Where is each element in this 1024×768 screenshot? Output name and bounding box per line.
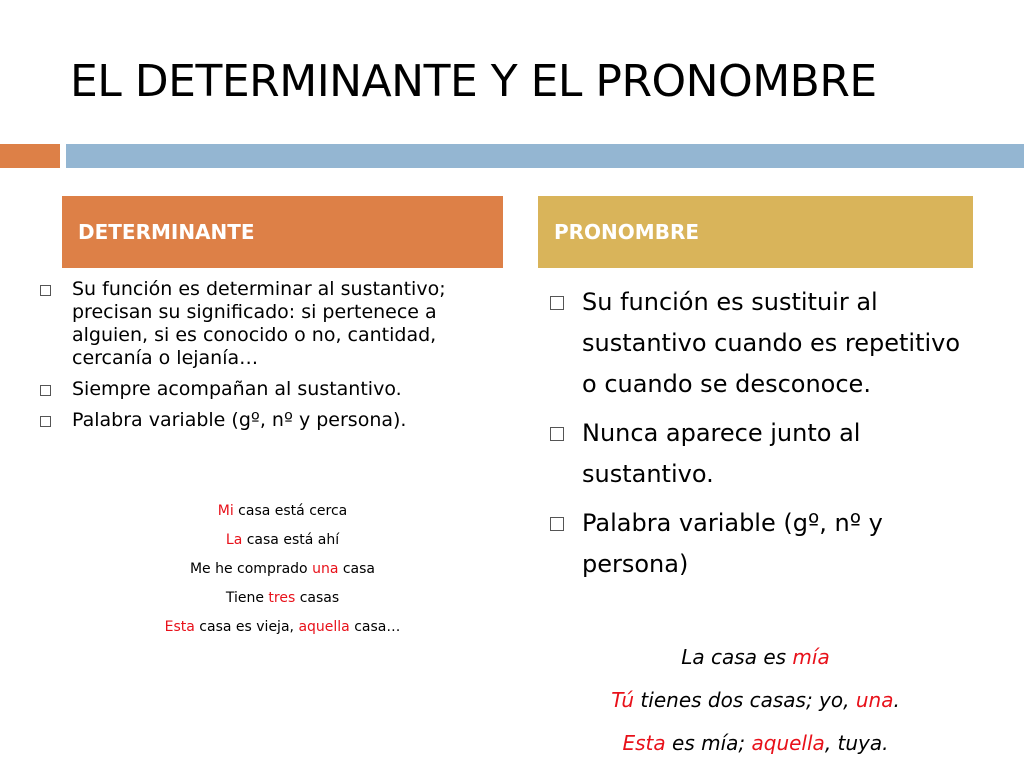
example-highlight: una <box>312 561 339 577</box>
example-sentence <box>62 555 503 584</box>
example-text: casa <box>338 561 376 577</box>
example-highlight: aquella <box>298 619 350 635</box>
pronombre-bullet-list <box>548 282 968 593</box>
bullet-text: Palabra variable (gº, nº y persona) <box>582 509 883 578</box>
determinante-header-label: DETERMINANTE <box>78 220 255 244</box>
example-highlight: Esta <box>164 619 195 635</box>
example-text: casa… <box>349 619 401 635</box>
determinante-bullet-list <box>38 278 513 440</box>
example-text: tienes dos casas; yo, <box>634 688 856 712</box>
bullet-item <box>38 278 513 370</box>
square-bullet-icon <box>550 517 564 531</box>
slide-title: EL DETERMINANTE Y EL PRONOMBRE <box>70 56 877 107</box>
example-text: , tuya. <box>824 731 889 755</box>
example-text: es mía; <box>665 731 752 755</box>
example-highlight: Tú <box>611 688 635 712</box>
example-text: Tiene <box>225 590 269 606</box>
square-bullet-icon <box>40 285 51 296</box>
example-sentence <box>538 636 973 679</box>
example-text: Me he comprado <box>189 561 313 577</box>
example-sentence <box>62 526 503 555</box>
bullet-item <box>38 378 513 401</box>
bullet-text: Su función es determinar al sustantivo; precisan su significado: si pertenece a alguien, si es conocido o no, cantidad, cercanía o lejanía… <box>72 278 446 369</box>
example-sentence <box>62 613 503 642</box>
bullet-text: Palabra variable (gº, nº y persona). <box>72 409 407 431</box>
example-highlight: aquella <box>751 731 825 755</box>
example-highlight: tres <box>268 590 296 606</box>
square-bullet-icon <box>550 427 564 441</box>
example-sentence <box>62 497 503 526</box>
pronombre-header <box>538 196 973 268</box>
bullet-text: Siempre acompañan al sustantivo. <box>72 378 402 400</box>
example-highlight: Mi <box>217 503 234 519</box>
bullet-item <box>548 282 968 405</box>
example-highlight: una <box>855 688 894 712</box>
example-text: casa es vieja, <box>194 619 299 635</box>
square-bullet-icon <box>550 296 564 310</box>
determinante-header <box>62 196 503 268</box>
example-highlight: Esta <box>622 731 666 755</box>
square-bullet-icon <box>40 416 51 427</box>
example-sentence <box>538 722 973 765</box>
pronombre-examples <box>538 636 973 765</box>
accent-bar-blue <box>66 144 1024 168</box>
bullet-item <box>548 503 968 585</box>
example-sentence <box>538 679 973 722</box>
example-highlight: mía <box>792 645 830 669</box>
example-text: casas <box>295 590 340 606</box>
example-text: casa está ahí <box>242 532 340 548</box>
square-bullet-icon <box>40 385 51 396</box>
bullet-text: Su función es sustituir al sustantivo cuando es repetitivo o cuando se desconoce. <box>582 288 961 398</box>
bullet-text: Nunca aparece junto al sustantivo. <box>582 419 861 488</box>
accent-bar-orange <box>0 144 60 168</box>
example-text: La casa es <box>681 645 793 669</box>
example-highlight: La <box>225 532 243 548</box>
example-sentence <box>62 584 503 613</box>
example-text: . <box>893 688 900 712</box>
example-text: casa está cerca <box>233 503 348 519</box>
pronombre-header-label: PRONOMBRE <box>554 220 700 244</box>
bullet-item <box>38 409 513 432</box>
determinante-examples <box>62 497 503 642</box>
bullet-item <box>548 413 968 495</box>
